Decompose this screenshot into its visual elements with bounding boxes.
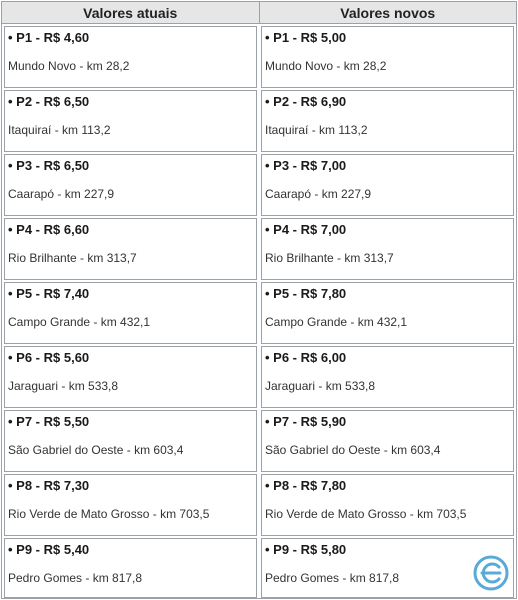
toll-location: Campo Grande - km 432,1 bbox=[8, 315, 151, 329]
toll-location: Caarapó - km 227,9 bbox=[8, 187, 115, 201]
toll-price: • P1 - R$ 4,60 bbox=[8, 30, 90, 45]
e-logo-icon bbox=[472, 554, 510, 592]
table-row bbox=[2, 344, 516, 408]
table-row bbox=[2, 408, 516, 472]
table-row bbox=[2, 152, 516, 216]
toll-price: • P3 - R$ 7,00 bbox=[265, 158, 347, 173]
toll-location: Pedro Gomes - km 817,8 bbox=[265, 571, 400, 585]
toll-location: Mundo Novo - km 28,2 bbox=[8, 59, 130, 73]
cell-new-values bbox=[261, 282, 514, 344]
cell-new-values bbox=[261, 26, 514, 88]
cell-new-values bbox=[261, 410, 514, 472]
toll-price: • P2 - R$ 6,50 bbox=[8, 94, 90, 109]
table-row bbox=[2, 280, 516, 344]
cell-new-values bbox=[261, 474, 514, 536]
cell-new-values bbox=[261, 346, 514, 408]
toll-price: • P1 - R$ 5,00 bbox=[265, 30, 347, 45]
toll-price: • P9 - R$ 5,40 bbox=[8, 542, 90, 557]
toll-location: Caarapó - km 227,9 bbox=[265, 187, 372, 201]
cell-current-values bbox=[4, 346, 257, 408]
toll-location: Rio Verde de Mato Grosso - km 703,5 bbox=[265, 507, 467, 521]
toll-price: • P6 - R$ 5,60 bbox=[8, 350, 90, 365]
cell-current-values bbox=[4, 26, 257, 88]
toll-price: • P4 - R$ 7,00 bbox=[265, 222, 347, 237]
cell-current-values bbox=[4, 282, 257, 344]
cell-current-values bbox=[4, 410, 257, 472]
toll-location: São Gabriel do Oeste - km 603,4 bbox=[265, 443, 441, 457]
toll-location: Jaraguari - km 533,8 bbox=[8, 379, 119, 393]
toll-location: Itaquiraí - km 113,2 bbox=[8, 123, 111, 137]
toll-location: Rio Brilhante - km 313,7 bbox=[8, 251, 137, 265]
toll-location: Campo Grande - km 432,1 bbox=[265, 315, 408, 329]
toll-price: • P5 - R$ 7,40 bbox=[8, 286, 90, 301]
table-row bbox=[2, 536, 516, 598]
table-row bbox=[2, 88, 516, 152]
toll-price: • P5 - R$ 7,80 bbox=[265, 286, 347, 301]
cell-new-values bbox=[261, 154, 514, 216]
cell-current-values bbox=[4, 154, 257, 216]
toll-price: • P7 - R$ 5,90 bbox=[265, 414, 347, 429]
cell-current-values bbox=[4, 90, 257, 152]
toll-price: • P3 - R$ 6,50 bbox=[8, 158, 90, 173]
toll-location: Rio Verde de Mato Grosso - km 703,5 bbox=[8, 507, 210, 521]
toll-price: • P8 - R$ 7,30 bbox=[8, 478, 90, 493]
table-row bbox=[2, 472, 516, 536]
toll-location: Mundo Novo - km 28,2 bbox=[265, 59, 387, 73]
table-row bbox=[2, 24, 516, 88]
cell-new-values bbox=[261, 90, 514, 152]
toll-location: Pedro Gomes - km 817,8 bbox=[8, 571, 143, 585]
toll-location: São Gabriel do Oeste - km 603,4 bbox=[8, 443, 184, 457]
toll-price: • P8 - R$ 7,80 bbox=[265, 478, 347, 493]
table-header-row bbox=[2, 2, 516, 24]
header-new-values: Valores novos bbox=[260, 2, 517, 24]
toll-price-table bbox=[1, 1, 517, 599]
cell-current-values bbox=[4, 538, 257, 598]
toll-price: • P4 - R$ 6,60 bbox=[8, 222, 90, 237]
cell-current-values bbox=[4, 218, 257, 280]
toll-location: Itaquiraí - km 113,2 bbox=[265, 123, 368, 137]
header-current-values: Valores atuais bbox=[2, 2, 260, 24]
toll-location: Jaraguari - km 533,8 bbox=[265, 379, 376, 393]
cell-new-values bbox=[261, 218, 514, 280]
toll-price: • P2 - R$ 6,90 bbox=[265, 94, 347, 109]
toll-price: • P6 - R$ 6,00 bbox=[265, 350, 347, 365]
toll-location: Rio Brilhante - km 313,7 bbox=[265, 251, 394, 265]
table-row bbox=[2, 216, 516, 280]
toll-price: • P9 - R$ 5,80 bbox=[265, 542, 347, 557]
cell-current-values bbox=[4, 474, 257, 536]
toll-price: • P7 - R$ 5,50 bbox=[8, 414, 90, 429]
table-body bbox=[2, 24, 516, 598]
